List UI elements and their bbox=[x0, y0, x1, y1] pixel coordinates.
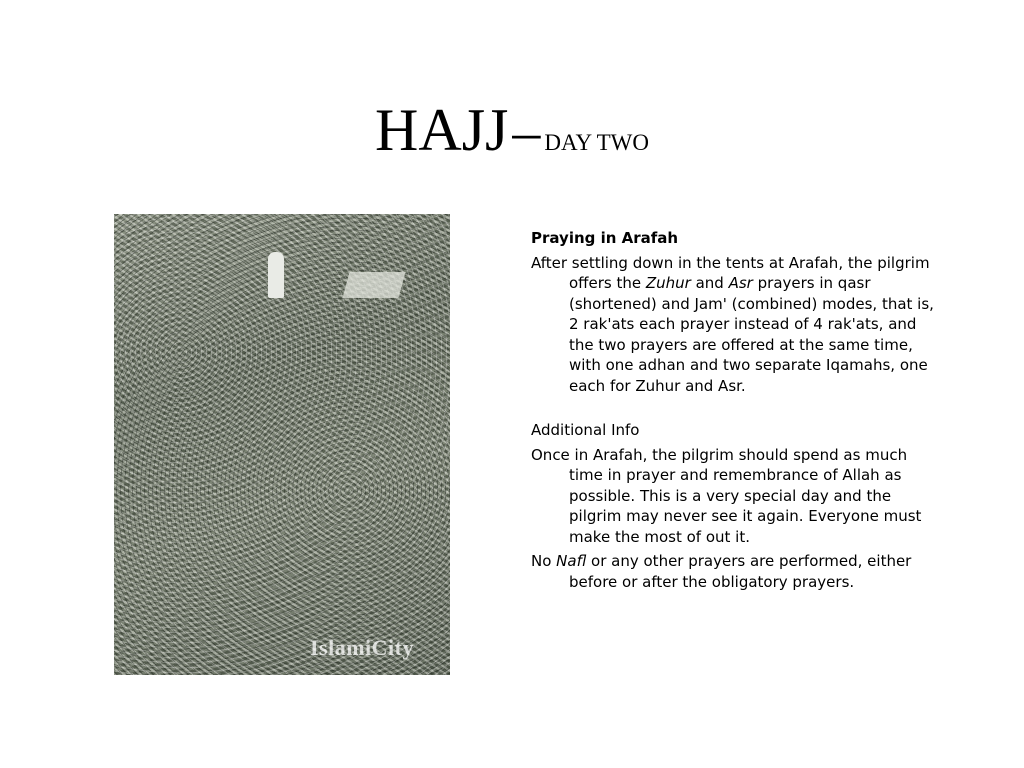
photo-watermark: IslamiCity bbox=[310, 635, 414, 660]
text-span: After settling down in the tents at Arafah, the pilgrim offers the bbox=[531, 253, 930, 292]
slide-text bbox=[531, 228, 941, 596]
asr-term: Asr bbox=[728, 274, 753, 292]
section2-paragraph2 bbox=[531, 551, 941, 592]
arafah-crowd-photo bbox=[114, 214, 450, 675]
tent-figure bbox=[268, 252, 284, 298]
text-span: No bbox=[531, 552, 557, 570]
title-separator: – bbox=[512, 101, 541, 163]
slide-title bbox=[0, 97, 1024, 163]
pale-area bbox=[343, 272, 406, 298]
nafl-term: Nafl bbox=[556, 552, 587, 570]
section1-heading: Praying in Arafah bbox=[531, 229, 679, 247]
zuhur-term: Zuhur bbox=[645, 274, 691, 292]
section2-heading: Additional Info bbox=[531, 421, 640, 439]
title-subtitle: DAY TWO bbox=[544, 130, 649, 155]
section1-paragraph bbox=[531, 253, 941, 397]
title-main: HAJJ bbox=[375, 97, 509, 163]
text-span: prayers in qasr (shortened) and Jam' (combined) modes, that is, 2 rak'ats each prayer instead of 4 rak'ats, and the two prayers are offered at the same time, with one adhan and two separate Iqamahs, one each for Zuhur and Asr. bbox=[569, 274, 934, 395]
section2-paragraph1: Once in Arafah, the pilgrim should spend as much time in prayer and remembrance of Allah as possible. This is a very special day and the pilgrim may never see it again. Everyone must make the most of out it. bbox=[531, 445, 922, 546]
text-span: and bbox=[690, 274, 729, 292]
text-span: or any other prayers are performed, either before or after the obligatory prayers. bbox=[569, 552, 912, 591]
